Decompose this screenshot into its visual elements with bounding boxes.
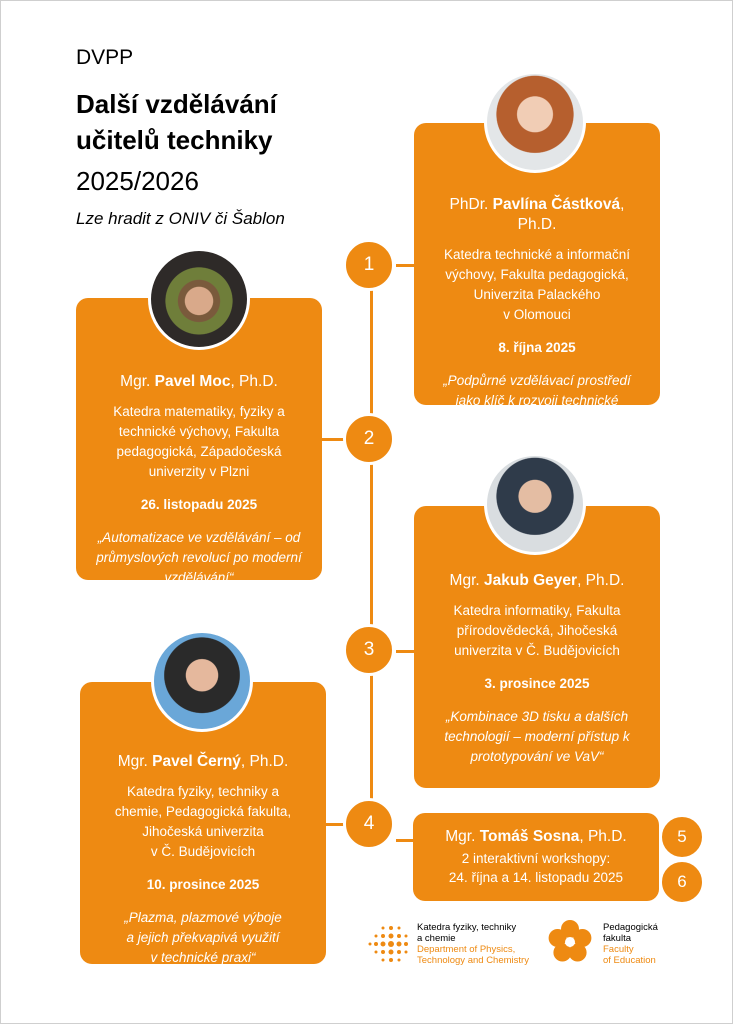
workshop-info: 2 interaktivní workshopy: 24. října a 14. listopadu 2025 [448,851,624,885]
session-number-6: 6 [659,859,705,905]
talk-title: „Kombinace 3D tisku a dalších technologií – moderní přístup k prototypování ve VaV“ [444,709,630,764]
title-line-1: Další vzdělávání [76,89,277,119]
speaker-name: Mgr. Pavel Černý, Ph.D. [117,753,289,770]
session-number-4: 4 [343,798,395,850]
talk-title: „Plazma, plazmové výboje a jejich překvapivá využití v technické praxi“ [124,910,282,965]
connector-1 [396,264,416,267]
faculty-logo-text: Pedagogická fakulta Faculty of Education [603,922,658,966]
connector-3 [396,650,416,653]
talk-title: „Podpůrné vzdělávací prostředí jako klíč k rozvoji technické tvořivosti žáků“ [443,373,631,428]
speaker-photo-2 [148,248,250,350]
speaker-name: Mgr. Pavel Moc, Ph.D. [120,373,278,390]
session-date: 10. prosince 2025 [146,877,260,892]
session-number-5: 5 [659,814,705,860]
timeline-spine [370,266,373,826]
session-date: 26. listopadu 2025 [140,497,258,512]
speaker-affiliation: Katedra informatiky, Fakulta přírodovědecká, Jihočeská univerzita v Č. Budějovicích [453,603,621,658]
school-year: 2025/2026 [76,166,199,196]
speaker-affiliation: Katedra matematiky, fyziky a technické výchovy, Fakulta pedagogická, Západočeská univerzity v Plzni [113,404,285,479]
talk-title: „Automatizace ve vzdělávání – od průmyslových revolucí po moderní vzdělávání“ [96,530,302,585]
speaker-affiliation: Katedra technické a informační výchovy, Fakulta pedagogická, Univerzita Palackého v Olomouci [443,247,631,322]
session-date: 8. října 2025 [498,340,576,355]
connector-5 [396,839,414,842]
speaker-photo-1 [484,71,586,173]
page-title [76,86,376,158]
department-logo-text: Katedra fyziky, techniky a chemie Department of Physics, Technology and Chemistry [417,922,529,966]
speaker-affiliation: Katedra fyziky, techniky a chemie, Pedagogická fakulta, Jihočeská univerzita v Č. Budějovicích [114,784,292,859]
speaker-photo-4 [151,630,253,732]
title-line-2: učitelů techniky [76,125,273,155]
session-number-2: 2 [343,413,395,465]
session-number-1: 1 [343,239,395,291]
session-date: 3. prosince 2025 [484,676,590,691]
speaker-name: PhDr. Pavlína Částková, Ph.D. [449,196,625,233]
program-acronym: DVPP [76,46,134,69]
workshop-card [413,813,659,901]
session-number-3: 3 [343,624,395,676]
department-logo-dots [366,920,412,966]
speaker-name: Mgr. Jakub Geyer, Ph.D. [449,572,625,589]
workshop-speaker-name: Mgr. Tomáš Sosna, Ph.D. [445,828,627,845]
speaker-photo-3 [484,453,586,555]
funding-note: Lze hradit z ONIV či Šablon [76,209,285,228]
faculty-logo-flower [546,918,594,966]
